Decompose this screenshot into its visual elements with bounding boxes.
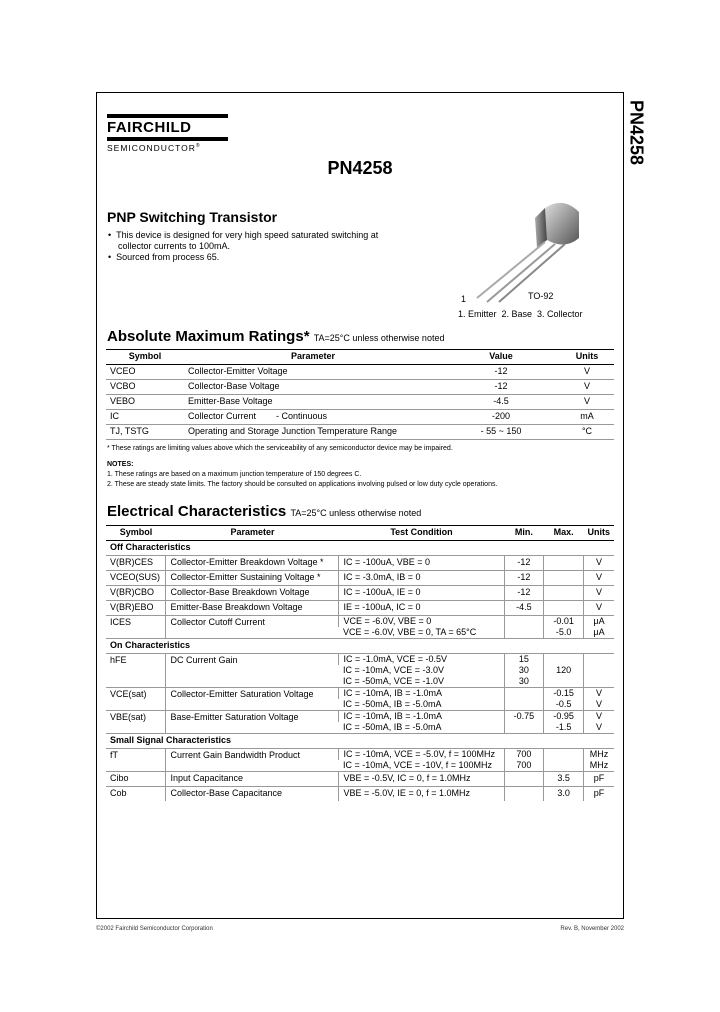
elec-units: V [584, 699, 615, 711]
abs-value: -200 [442, 410, 560, 425]
elec-h-max: Max. [544, 526, 584, 541]
elec-h-condition: Test Condition [339, 526, 504, 541]
elec-symbol: hFE [106, 654, 166, 688]
elec-max [544, 586, 584, 601]
elec-parameter: Collector-Emitter Saturation Voltage [166, 688, 339, 711]
elec-condition: VCE = -6.0V, VBE = 0 [339, 616, 504, 628]
abs-symbol: VCEO [106, 365, 184, 380]
elec-units: MHz [584, 760, 615, 772]
abs-max-title [107, 328, 444, 345]
elec-row [106, 571, 614, 586]
abs-row [106, 395, 614, 410]
notes-label: NOTES: [107, 461, 134, 468]
elec-parameter: Collector-Base Breakdown Voltage [166, 586, 339, 601]
elec-condition: IC = -50mA, VCE = -1.0V [342, 676, 445, 686]
abs-units: V [560, 380, 614, 395]
abs-parameter: Emitter-Base Voltage [184, 395, 442, 410]
elec-units [584, 654, 615, 666]
elec-condition: IC = -10mA, VCE = -5.0V, f = 100MHz [339, 749, 504, 761]
logo-sub [107, 142, 228, 153]
elec-min [504, 699, 544, 711]
footer-copyright: ©2002 Fairchild Semiconductor Corporation [96, 926, 213, 932]
elec-h-parameter: Parameter [166, 526, 339, 541]
logo-sub-text: SEMICONDUCTOR [107, 142, 196, 153]
logo-reg: ® [195, 143, 201, 149]
elec-max: -0.01 [544, 616, 584, 628]
elec-units: V [584, 688, 615, 700]
elec-h-units: Units [584, 526, 615, 541]
abs-max-table [106, 349, 614, 440]
abs-header-row [106, 350, 614, 365]
elec-condition: IC = -10mA, VCE = -3.0V [342, 665, 445, 675]
elec-min: -12 [504, 571, 544, 586]
elec-min: -12 [504, 586, 544, 601]
elec-parameter: Collector-Emitter Sustaining Voltage * [166, 571, 339, 586]
elec-units [584, 676, 615, 688]
elec-row [106, 787, 614, 802]
elec-row [106, 586, 614, 601]
elec-min: 30 [504, 676, 544, 688]
elec-parameter: Collector-Emitter Breakdown Voltage * [166, 556, 339, 571]
abs-title-text: Absolute Maximum Ratings* [107, 328, 310, 345]
abs-parameter: Collector Current - Continuous [184, 410, 442, 425]
elec-units: V [584, 556, 615, 571]
elec-units: μA [584, 627, 615, 639]
bullet-1: • This device is designed for very high speed saturated switching at collector currents to 100mA. [108, 230, 379, 251]
abs-row [106, 410, 614, 425]
elec-min [504, 627, 544, 639]
elec-condition: IC = -50mA, IB = -5.0mA [342, 699, 442, 709]
elec-units [584, 665, 615, 676]
elec-units: pF [584, 772, 615, 787]
elec-condition: VBE = -5.0V, IE = 0, f = 1.0MHz [339, 787, 504, 802]
elec-units: V [584, 571, 615, 586]
elec-max [544, 760, 584, 772]
abs-value: -12 [442, 380, 560, 395]
elec-symbol: ICES [106, 616, 166, 639]
abs-units: V [560, 395, 614, 410]
note-1: 1. These ratings are based on a maximum junction temperature of 150 degrees C. [107, 471, 362, 478]
elec-condition: VCE = -6.0V, VBE = 0, TA = 65°C [342, 627, 477, 637]
abs-units: mA [560, 410, 614, 425]
elec-min [504, 688, 544, 700]
elec-condition: IC = -1.0mA, VCE = -0.5V [339, 654, 504, 666]
elec-units: MHz [584, 749, 615, 761]
elec-units: pF [584, 787, 615, 802]
bullet-1-text: This device is designed for very high speed saturated switching at collector currents to 100mA. [116, 230, 379, 251]
bullet-2-text: Sourced from process 65. [116, 252, 220, 262]
package-name: TO-92 [528, 291, 554, 301]
section-label: Off Characteristics [106, 541, 614, 556]
elec-max: -0.5 [544, 699, 584, 711]
elec-max: 3.0 [544, 787, 584, 802]
logo-bar-bottom [107, 137, 228, 141]
section-row [106, 541, 614, 556]
elec-symbol: V(BR)EBO [106, 601, 166, 616]
elec-max [544, 601, 584, 616]
elec-row [106, 749, 614, 761]
elec-max: -5.0 [544, 627, 584, 639]
abs-units: °C [560, 425, 614, 440]
abs-symbol: IC [106, 410, 184, 425]
elec-condition: IC = -100uA, VBE = 0 [339, 556, 504, 571]
elec-condition: IC = -10mA, IB = -1.0mA [339, 688, 504, 700]
pin1-label: 1 [461, 294, 467, 304]
elec-max [544, 749, 584, 761]
logo-name: FAIRCHILD [107, 119, 192, 136]
elec-condition: IC = -100uA, IE = 0 [339, 586, 504, 601]
elec-min: 700 [504, 760, 544, 772]
elec-row [106, 616, 614, 628]
elec-row [106, 688, 614, 700]
vertical-title: PN4258 [626, 99, 647, 166]
description-bullets [108, 230, 408, 263]
elec-max [544, 556, 584, 571]
abs-value: -4.5 [442, 395, 560, 410]
section-row [106, 734, 614, 749]
elec-cond: TA=25°C unless otherwise noted [290, 508, 422, 518]
elec-units: V [584, 586, 615, 601]
abs-value: - 55 ~ 150 [442, 425, 560, 440]
elec-symbol: Cibo [106, 772, 166, 787]
elec-condition: IC = -10mA, VCE = -10V, f = 100MHz [342, 760, 492, 770]
elec-max: -1.5 [544, 722, 584, 734]
elec-symbol: VCEO(SUS) [106, 571, 166, 586]
note-2: 2. These are steady state limits. The factory should be consulted on applications involving pulsed or low duty cycle operations. [107, 481, 498, 488]
elec-max [544, 571, 584, 586]
logo-bar-top [107, 114, 228, 118]
footer-revision: Rev. B, November 2002 [560, 926, 624, 932]
elec-condition: IE = -100uA, IC = 0 [339, 601, 504, 616]
elec-parameter: DC Current Gain [166, 654, 339, 688]
abs-symbol: VCBO [106, 380, 184, 395]
fairchild-logo [107, 114, 228, 153]
notes-block [107, 445, 617, 490]
elec-h-symbol: Symbol [106, 526, 166, 541]
elec-units: V [584, 711, 615, 723]
elec-min: -12 [504, 556, 544, 571]
elec-parameter: Collector-Base Capacitance [166, 787, 339, 802]
abs-footnote: * These ratings are limiting values above which the serviceability of any semiconductor device may be impaired. [107, 445, 453, 452]
elec-symbol: Cob [106, 787, 166, 802]
elec-row [106, 654, 614, 666]
section-label: On Characteristics [106, 639, 614, 654]
elec-condition: IC = -3.0mA, IB = 0 [339, 571, 504, 586]
elec-table [106, 525, 614, 801]
elec-row [106, 772, 614, 787]
to92-transistor-icon [455, 190, 615, 325]
elec-title-text: Electrical Characteristics [107, 503, 287, 520]
abs-parameter: Operating and Storage Junction Temperature Range [184, 425, 442, 440]
abs-row [106, 380, 614, 395]
elec-header-row [106, 526, 614, 541]
abs-parameter: Collector-Base Voltage [184, 380, 442, 395]
abs-symbol: TJ, TSTG [106, 425, 184, 440]
elec-title [107, 503, 421, 520]
part-number: PN4258 [327, 158, 393, 178]
section-label: Small Signal Characteristics [106, 734, 614, 749]
elec-condition: VBE = -0.5V, IC = 0, f = 1.0MHz [339, 772, 504, 787]
elec-symbol: VBE(sat) [106, 711, 166, 734]
package-drawing [455, 190, 615, 325]
elec-max: 3.5 [544, 772, 584, 787]
section-row [106, 639, 614, 654]
elec-condition: IC = -50mA, IB = -5.0mA [342, 722, 442, 732]
elec-row [106, 711, 614, 723]
elec-units: V [584, 722, 615, 734]
elec-parameter: Collector Cutoff Current [166, 616, 339, 639]
elec-units: μA [584, 616, 615, 628]
elec-parameter: Input Capacitance [166, 772, 339, 787]
elec-min: 30 [504, 665, 544, 676]
elec-parameter: Emitter-Base Breakdown Voltage [166, 601, 339, 616]
elec-symbol: fT [106, 749, 166, 772]
subtitle: PNP Switching Transistor [107, 209, 278, 225]
elec-min [504, 772, 544, 787]
elec-min: -4.5 [504, 601, 544, 616]
elec-parameter: Current Gain Bandwidth Product [166, 749, 339, 772]
elec-min [504, 616, 544, 628]
abs-symbol: VEBO [106, 395, 184, 410]
abs-value: -12 [442, 365, 560, 380]
elec-max [544, 654, 584, 666]
elec-symbol: V(BR)CES [106, 556, 166, 571]
elec-symbol: V(BR)CBO [106, 586, 166, 601]
bullet-2: • Sourced from process 65. [108, 252, 220, 262]
elec-row [106, 601, 614, 616]
elec-units: V [584, 601, 615, 616]
elec-max: -0.15 [544, 688, 584, 700]
abs-h-parameter: Parameter [184, 350, 442, 365]
elec-min: 700 [504, 749, 544, 761]
abs-cond: TA=25°C unless otherwise noted [313, 333, 445, 343]
pin-legend: 1. Emitter 2. Base 3. Collector [458, 309, 583, 319]
elec-max: -0.95 [544, 711, 584, 723]
elec-symbol: VCE(sat) [106, 688, 166, 711]
abs-h-units: Units [560, 350, 614, 365]
abs-parameter: Collector-Emitter Voltage [184, 365, 442, 380]
elec-max [544, 676, 584, 688]
elec-h-min: Min. [504, 526, 544, 541]
elec-condition: IC = -10mA, IB = -1.0mA [339, 711, 504, 723]
abs-h-symbol: Symbol [106, 350, 184, 365]
abs-h-value: Value [442, 350, 560, 365]
abs-units: V [560, 365, 614, 380]
elec-min [504, 722, 544, 734]
elec-max: 120 [544, 665, 584, 676]
abs-row [106, 365, 614, 380]
elec-parameter: Base-Emitter Saturation Voltage [166, 711, 339, 734]
abs-row [106, 425, 614, 440]
elec-min: 15 [504, 654, 544, 666]
elec-min [504, 787, 544, 802]
elec-min: -0.75 [504, 711, 544, 723]
elec-row [106, 556, 614, 571]
